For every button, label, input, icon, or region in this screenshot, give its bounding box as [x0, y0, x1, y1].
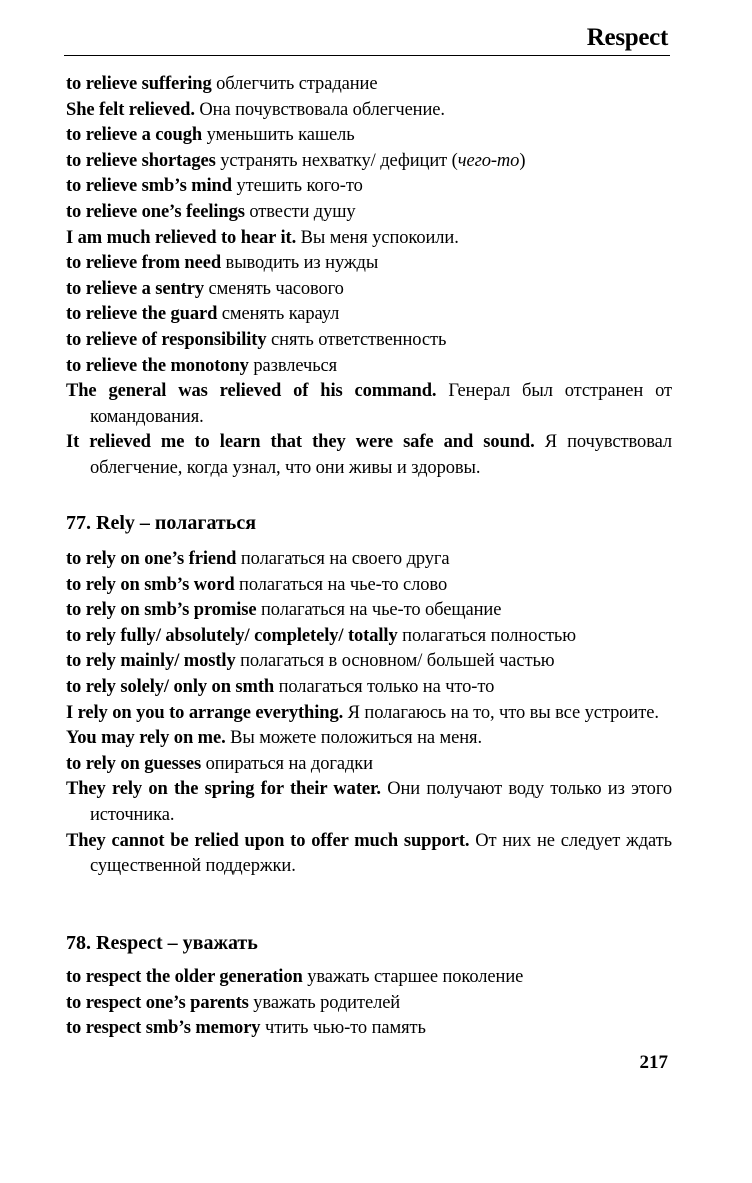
entry: to relieve suffering облегчить страдание: [66, 74, 378, 94]
page-number: 217: [639, 1052, 668, 1073]
entry: They rely on the spring for their water. Они получают воду только из этого источника.: [66, 779, 672, 825]
entry: to rely solely/ only on smth полагаться только на что-то: [66, 676, 495, 697]
header-rule: [64, 55, 670, 56]
entry: to rely on smb’s word полагаться на чье-то слово: [66, 574, 448, 595]
rely-entries: [66, 547, 672, 880]
entry: They cannot be relied upon to offer much support. От них не следует ждать существенной поддержки.: [66, 830, 672, 877]
entry: to rely on smb’s promise полагаться на чье-то обещание: [66, 600, 502, 621]
entry: You may rely on me. Вы можете положиться на меня.: [66, 728, 482, 749]
entry: to rely on guesses опираться на догадки: [66, 753, 373, 774]
relieve-entries: [66, 72, 672, 482]
entry: to relieve the guard сменять караул: [66, 304, 340, 325]
running-head: Respect: [586, 24, 668, 51]
entry: to relieve from need выводить из нужды: [66, 253, 379, 274]
entry: to relieve the monotony развлечься: [66, 355, 338, 376]
entry: She felt relieved. Она почувствовала облегчение.: [66, 99, 445, 120]
entry: I am much relieved to hear it. Вы меня успокоили.: [66, 227, 459, 248]
entry: to relieve shortages устранять нехватку/ дефицит (чего-то): [66, 150, 526, 171]
entry: to respect smb’s memory чтить чью-то память: [66, 1018, 426, 1039]
entry: to relieve smb’s mind утешить кого-то: [66, 176, 363, 197]
entry: I rely on you to arrange everything. Я полагаюсь на то, что вы все устроите.: [66, 702, 659, 723]
section-title-78: 78. Respect – уважать: [66, 932, 258, 954]
entry: to relieve of responsibility снять ответственность: [66, 329, 447, 350]
entry: It relieved me to learn that they were safe and sound. Я почувствовал облегчение, когда узнал, что они живы и здоровы.: [66, 432, 672, 478]
entry: to rely mainly/ mostly полагаться в основном/ большей частью: [66, 651, 555, 672]
entry: to respect one’s parents уважать родителей: [66, 992, 401, 1013]
entry: to rely fully/ absolutely/ completely/ totally полагаться полностью: [66, 625, 576, 646]
entry: to relieve a cough уменьшить кашель: [66, 125, 355, 146]
entry: to rely on one’s friend полагаться на своего друга: [66, 549, 450, 569]
section-title-77: 77. Rely – полагаться: [66, 512, 257, 534]
entry: to relieve a sentry сменять часового: [66, 278, 344, 299]
entry: to relieve one’s feelings отвести душу: [66, 201, 356, 222]
entry: to respect the older generation уважать старшее поколение: [66, 967, 524, 987]
entry: The general was relieved of his command. Генерал был отстранен от командования.: [66, 381, 672, 427]
respect-entries: [66, 965, 672, 1042]
